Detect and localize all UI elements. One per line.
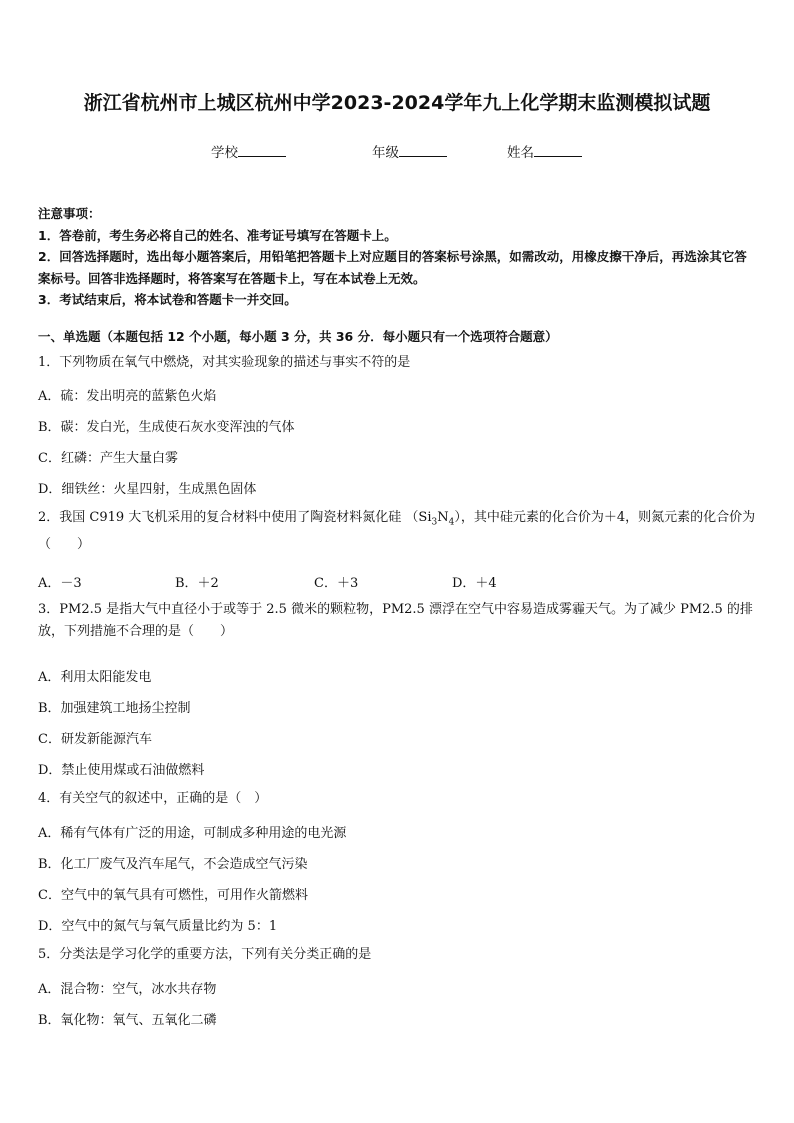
question-1-option-d: D．细铁丝：火星四射，生成黑色固体 [38,482,257,497]
name-blank [534,144,582,157]
formula-subscript: 4 [448,517,455,528]
question-5-option-a: A．混合物：空气，冰水共存物 [38,982,217,997]
question-1-option-c: C．红磷：产生大量白雾 [38,451,178,466]
school-label: 学校 [211,145,238,161]
question-2-option-d: D．＋4 [452,576,497,591]
formula-element: N [437,510,449,525]
note-item: 1．答卷前，考生务必将自己的姓名、准考证号填写在答题卡上。 [38,227,397,243]
question-1-option-b: B．碳：发白光，生成使石灰水变浑浊的气体 [38,420,295,435]
formula-subscript: 3 [431,517,438,528]
question-5-stem: 5．分类法是学习化学的重要方法，下列有关分类正确的是 [38,947,372,962]
question-3-option-b: B．加强建筑工地扬尘控制 [38,701,191,716]
question-4-option-d: D．空气中的氮气与氧气质量比约为 5：1 [38,919,278,934]
note-item: 3．考试结束后，将本试卷和答题卡一并交回。 [38,292,297,307]
question-2-option-a: A．－3 [38,576,82,591]
note-item: 2．回答选择题时，选出每小题答案后，用铅笔把答题卡上对应题目的答案标号涂黑，如需改动，用橡皮擦干净后，再选涂其它答案标号。回答非选择题时，将答案写在答题卡上，写在本试卷上无效。 [38,249,747,286]
question-3-option-d: D．禁止使用煤或石油做燃料 [38,763,205,778]
question-4-stem: 4．有关空气的叙述中，正确的是（ ） [38,791,268,806]
notes-block [38,203,758,311]
question-1-stem: 1．下列物质在氧气中燃烧，对其实验现象的描述与事实不符的是 [38,355,411,370]
question-3-stem: 3．PM2.5 是指大气中直径小于或等于 2.5 微米的颗粒物，PM2.5 漂浮在空气中容易造成雾霾天气。为了减少 PM2.5 的排放，下列措施不合理的是（ ） [38,602,753,639]
question-2-option-b: B．＋2 [175,576,219,591]
question-3-option-a: A．利用太阳能发电 [38,670,152,685]
section-heading: 一、单选题（本题包括 12 个小题，每小题 3 分，共 36 分．每小题只有一个选项符合题意） [38,329,558,344]
question-2-stem-part1: 2．我国 C919 大飞机采用的复合材料中使用了陶瓷材料氮化硅 （Si [38,510,432,525]
name-label: 姓名 [507,145,534,161]
name-field [507,141,582,161]
question-1-option-a: A．硫：发出明亮的蓝紫色火焰 [38,389,217,404]
question-2-stem [38,507,758,556]
notes-heading: 注意事项： [38,206,101,221]
question-4-option-c: C．空气中的氧气具有可燃性，可用作火箭燃料 [38,888,308,903]
page-title: 浙江省杭州市上城区杭州中学2023-2024学年九上化学期末监测模拟试题 [83,92,711,114]
question-2-option-c: C．＋3 [314,576,359,591]
grade-blank [399,144,447,157]
question-4-option-a: A．稀有气体有广泛的用途，可制成多种用途的电光源 [38,826,347,841]
grade-field [372,141,447,161]
grade-label: 年级 [372,145,399,161]
question-4-option-b: B．化工厂废气及汽车尾气，不会造成空气污染 [38,857,308,872]
question-2-stem-part2: ），其中硅元素的化合价为＋4，则氮元素的化合价为（ ） [38,510,756,552]
question-3-option-c: C．研发新能源汽车 [38,732,152,747]
school-field [211,141,286,161]
school-blank [238,144,286,157]
question-5-option-b: B．氧化物：氧气、五氧化二磷 [38,1013,217,1028]
